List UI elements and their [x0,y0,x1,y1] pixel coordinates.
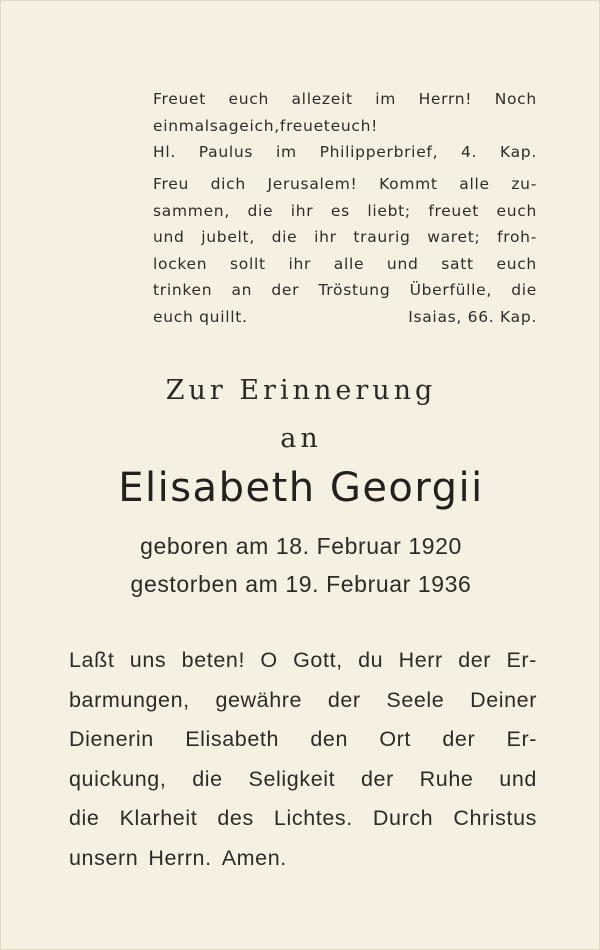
word: Ruhe [419,766,474,791]
word: euch [228,90,269,108]
word: euch! [330,116,379,135]
word: euch quillt. [153,307,248,326]
word: ich, [249,116,280,135]
word: an [231,281,253,299]
word: Paulus [198,143,254,161]
word: Ort [379,727,412,751]
word: alle [333,254,365,273]
prayer-line [69,839,537,879]
word: und [153,228,185,246]
quote-line [153,171,537,198]
deceased-name: Elisabeth Georgii [118,465,484,511]
word: dich [210,175,246,193]
word: ihr [314,228,337,246]
word: du [358,648,384,672]
word: Durch [372,806,434,830]
death-date: gestorben am 19. Februar 1936 [130,571,472,597]
quote-line [153,277,537,304]
word: und [499,766,537,791]
word: gewähre [215,687,303,712]
word: Tröstung [318,281,391,299]
word: Herrn. [148,845,212,870]
word: froh- [497,228,537,246]
word: traurig [353,228,411,246]
prayer-line [69,681,537,721]
word: uns [129,648,167,672]
word: der [327,687,361,712]
quote-line [153,251,537,278]
quote-line [153,304,537,331]
quote-line [153,86,537,113]
quote-line [153,139,537,166]
word: unsern [69,845,139,870]
word: liebt; [367,201,411,220]
word: Herrn! [418,90,473,108]
word: Jerusalem! [267,175,358,193]
word: ihr [288,254,312,273]
word: satt [441,254,474,273]
word: der [271,281,300,299]
prayer-line [69,760,537,800]
word: quickung, [69,766,167,791]
word: Noch [494,90,537,108]
word: Amen. [221,845,287,870]
word: beten! [181,648,246,672]
word: euch [496,201,537,220]
heading-an: an [280,423,322,454]
word: Freuet [153,90,206,108]
word: Christus [453,806,537,830]
word: zu- [511,175,537,193]
word: die [511,281,537,299]
prayer-line [69,641,537,681]
heading-zur-erinnerung: Zur Erinnerung [165,375,437,406]
word: freuet [428,201,479,220]
word: ihr [290,201,314,220]
birth-date: geboren am 18. Februar 1920 [140,533,462,559]
word: Herr [398,648,443,672]
word: O [260,648,278,672]
word: euch [496,254,537,273]
word: Er- [506,727,537,751]
word: sollt [230,254,266,273]
word: trinken [153,281,213,299]
prayer-line [69,799,537,839]
word: barmungen, [69,687,190,712]
word: Laßt [69,648,115,672]
word: und [386,254,419,273]
word: des [217,806,254,830]
word: sammen, [153,201,230,220]
word: Deiner [470,687,537,712]
word: der [458,648,492,672]
word: Er- [506,648,537,672]
word: Seele [386,687,445,712]
word: alle [459,175,490,193]
word: die [247,201,274,220]
word: Kap. [500,143,537,161]
word: es [330,201,350,220]
word: der [361,766,394,791]
word: locken [153,254,208,273]
quote-line [153,113,537,140]
word: einmal [153,116,210,135]
word: jubelt, [201,228,255,246]
word: im [275,143,297,161]
word: die [192,766,223,791]
word: Gott, [293,648,343,672]
word: sage [209,116,250,135]
word: Freu [153,175,189,193]
word: 4. [461,143,478,161]
word: Hl. [153,143,176,161]
word: Philipperbrief, [319,143,439,161]
quote-line [153,224,537,251]
word: der [442,727,476,751]
word: freuet [279,116,331,135]
word: die [69,806,100,830]
word: Dienerin [69,727,154,751]
word: Kommt [379,175,438,193]
scripture-quote-isaias [153,171,537,330]
word: allezeit [291,90,353,108]
word: Klarheit [119,806,198,830]
word: waret; [427,228,481,246]
word: die [271,228,298,246]
word: den [310,727,349,751]
scripture-quote-paulus [153,86,537,166]
word: Überfülle, [409,281,493,299]
word: Isaias, 66. Kap. [408,307,537,326]
word: Seligkeit [248,766,336,791]
prayer-text [69,641,537,878]
prayer-line [69,720,537,760]
quote-line [153,198,537,225]
word: Lichtes. [273,806,353,830]
word: Elisabeth [185,727,280,751]
word: im [375,90,397,108]
